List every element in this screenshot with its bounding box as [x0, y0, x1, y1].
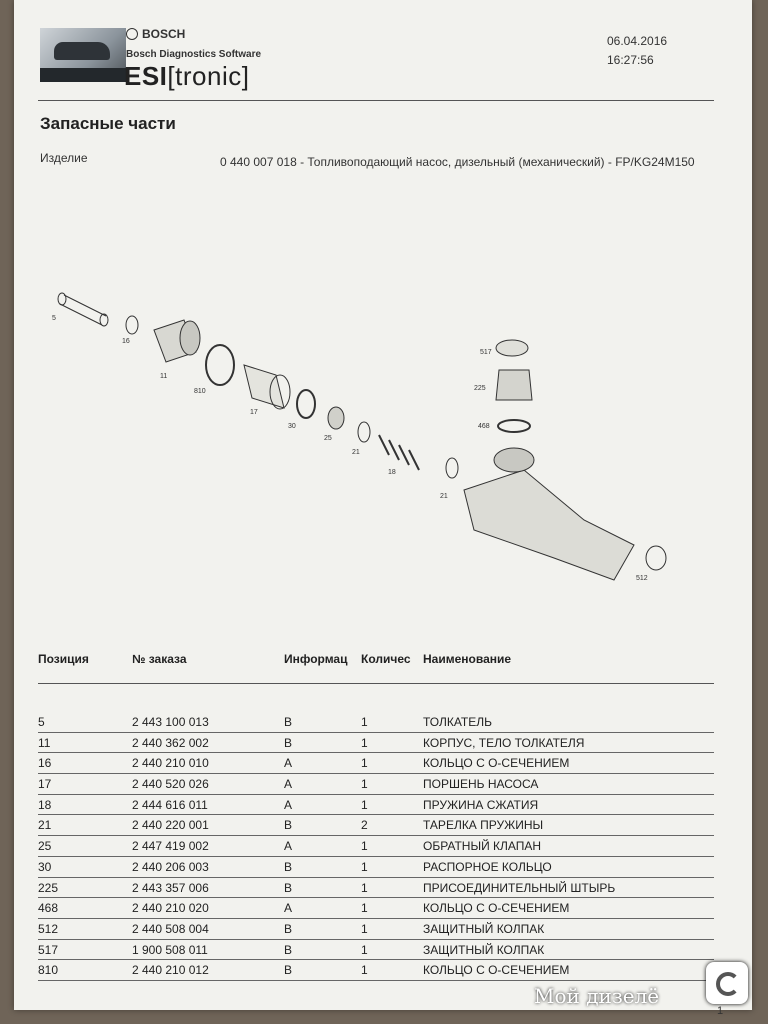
- cell-order: 2 440 220 001: [132, 818, 209, 833]
- cell-qty: 1: [361, 859, 368, 874]
- cell-qty: 1: [361, 880, 368, 895]
- cell-order: 2 447 419 002: [132, 839, 209, 854]
- cell-info: A: [284, 901, 293, 916]
- part-21-shape: [358, 422, 370, 442]
- cell-order: 2 443 357 006: [132, 880, 209, 895]
- page-title: Запасные части: [40, 114, 176, 133]
- part-5-end2: [100, 314, 108, 326]
- label-225: 225: [474, 385, 486, 392]
- label-5: 5: [52, 315, 56, 322]
- cell-position: 18: [38, 797, 52, 812]
- col-qty: Количес: [361, 652, 411, 666]
- label-17: 17: [250, 409, 258, 416]
- cell-name: КОЛЬЦО С О-СЕЧЕНИЕМ: [423, 963, 570, 978]
- cell-order: 2 444 616 011: [132, 797, 208, 812]
- part-810-shape: [206, 345, 234, 385]
- table-row: [38, 857, 714, 878]
- table-row: [38, 836, 714, 857]
- col-order: № заказа: [132, 652, 187, 666]
- cell-order: 2 440 210 012: [132, 963, 209, 978]
- cell-position: 16: [38, 756, 52, 771]
- cell-info: B: [284, 880, 293, 895]
- cell-order: 2 440 508 004: [132, 921, 209, 936]
- table-row: [38, 878, 714, 899]
- cell-position: 17: [38, 777, 52, 792]
- print-date: 06.04.2016: [607, 34, 668, 48]
- cell-position: 517: [38, 942, 59, 957]
- cell-name: ТАРЕЛКА ПРУЖИНЫ: [423, 818, 544, 833]
- cell-order: 2 440 520 026: [132, 777, 209, 792]
- cell-info: B: [284, 963, 293, 978]
- cell-info: A: [284, 756, 293, 771]
- cell-name: ПРУЖИНА СЖАТИЯ: [423, 797, 539, 812]
- cell-name: РАСПОРНОЕ КОЛЬЦО: [423, 859, 552, 874]
- table-row: [38, 940, 714, 961]
- cell-info: B: [284, 859, 293, 874]
- cell-qty: 1: [361, 735, 368, 750]
- product-label: Изделие: [40, 151, 88, 165]
- exploded-parts-drawing: [44, 280, 694, 600]
- part-17-shape: [244, 365, 284, 408]
- table-row: [38, 919, 714, 940]
- cell-position: 11: [38, 735, 51, 750]
- cell-name: КОЛЬЦО С О-СЕЧЕНИЕМ: [423, 756, 570, 771]
- brand-row: [126, 27, 185, 41]
- product-logo-rest: [tronic]: [167, 61, 250, 91]
- label-468: 468: [478, 423, 490, 430]
- cell-name: ТОЛКАТЕЛЬ: [423, 715, 493, 729]
- cell-order: 2 440 362 002: [132, 735, 209, 750]
- cell-position: 30: [38, 859, 52, 874]
- header-photo: [40, 28, 126, 82]
- part-512-shape: [646, 546, 666, 570]
- header-divider: [38, 100, 714, 101]
- cell-order: 2 440 210 010: [132, 756, 209, 771]
- parts-table: [38, 712, 714, 981]
- table-row: [38, 960, 714, 981]
- watermark-text: Мой дизелё: [534, 984, 660, 1008]
- cell-info: B: [284, 735, 293, 750]
- cell-order: 2 440 210 020: [132, 901, 209, 916]
- table-row: [38, 733, 714, 754]
- cell-info: A: [284, 777, 293, 792]
- part-5-shape: [60, 295, 106, 325]
- table-header-divider: [38, 683, 714, 684]
- col-info: Информац: [284, 652, 348, 666]
- cell-info: B: [284, 921, 293, 936]
- cell-order: 1 900 508 011: [132, 942, 208, 957]
- bosch-logo-icon: [126, 28, 138, 40]
- label-21: 21: [352, 449, 360, 456]
- cell-position: 468: [38, 901, 59, 916]
- product-logo: [124, 61, 249, 92]
- cell-qty: 1: [361, 756, 368, 771]
- table-row: [38, 898, 714, 919]
- car-shape: [54, 42, 110, 60]
- cell-order: 2 440 206 003: [132, 859, 209, 874]
- cell-position: 810: [38, 963, 59, 978]
- part-25-shape: [328, 407, 344, 429]
- cell-info: A: [284, 797, 293, 812]
- table-row: [38, 753, 714, 774]
- cell-name: ЗАЩИТНЫЙ КОЛПАК: [423, 921, 545, 936]
- label-16: 16: [122, 338, 130, 345]
- cell-name: КОЛЬЦО С О-СЕЧЕНИЕМ: [423, 901, 570, 916]
- product-value: 0 440 007 018 - Топливоподающий насос, дизельный (механический) - FP/KG24M150: [220, 155, 695, 169]
- cell-qty: 1: [361, 963, 368, 978]
- brand-name: BOSCH: [142, 27, 186, 41]
- cell-position: 5: [38, 715, 45, 729]
- label-21b: 21: [440, 493, 448, 500]
- cell-qty: 1: [361, 715, 368, 729]
- cell-position: 225: [38, 880, 59, 895]
- part-16-shape: [126, 316, 138, 334]
- table-row: [38, 815, 714, 836]
- table-row: [38, 712, 714, 733]
- print-time: 16:27:56: [607, 53, 654, 67]
- label-18: 18: [388, 469, 396, 476]
- product-logo-bold: ESI: [124, 61, 168, 91]
- page-number: 1: [717, 1005, 724, 1017]
- cell-qty: 1: [361, 797, 368, 812]
- table-row: [38, 774, 714, 795]
- cell-info: B: [284, 715, 293, 729]
- software-name: Bosch Diagnostics Software: [126, 49, 262, 60]
- document-page: [14, 0, 752, 1017]
- col-name: Наименование: [423, 652, 512, 666]
- cell-qty: 2: [361, 818, 368, 833]
- label-810: 810: [194, 388, 206, 395]
- label-11: 11: [160, 373, 168, 380]
- cell-name: ЗАЩИТНЫЙ КОЛПАК: [423, 942, 545, 957]
- cell-info: B: [284, 942, 293, 957]
- part-225-shape: [496, 370, 532, 400]
- table-row: [38, 795, 714, 816]
- cell-order: 2 443 100 013: [132, 715, 209, 729]
- cell-name: ОБРАТНЫЙ КЛАПАН: [423, 839, 542, 854]
- part-11-face: [180, 321, 200, 355]
- cell-qty: 1: [361, 777, 368, 792]
- part-5-end: [58, 293, 66, 305]
- label-512: 512: [636, 575, 648, 582]
- cell-info: B: [284, 818, 293, 833]
- part-30-shape: [297, 390, 315, 418]
- cell-qty: 1: [361, 839, 368, 854]
- cell-name: КОРПУС, ТЕЛО ТОЛКАТЕЛЯ: [423, 735, 585, 750]
- watermark-logo-icon: [706, 962, 748, 1004]
- cell-info: A: [284, 839, 293, 854]
- cell-position: 25: [38, 839, 52, 854]
- label-25: 25: [324, 435, 332, 442]
- cell-position: 21: [38, 818, 52, 833]
- label-517: 517: [480, 349, 492, 356]
- cell-qty: 1: [361, 921, 368, 936]
- cell-qty: 1: [361, 942, 368, 957]
- label-30: 30: [288, 423, 296, 430]
- cell-name: ПОРШЕНЬ НАСОСА: [423, 777, 539, 792]
- part-468-shape: [498, 420, 530, 432]
- part-21b-shape: [446, 458, 458, 478]
- part-517-shape: [496, 340, 528, 356]
- pump-body-shape: [464, 470, 634, 580]
- pump-inlet: [494, 448, 534, 472]
- part-18-shape: [379, 435, 419, 470]
- cell-qty: 1: [361, 901, 368, 916]
- cell-position: 512: [38, 921, 59, 936]
- col-position: Позиция: [38, 652, 89, 666]
- photo-strip: [40, 68, 126, 82]
- cell-name: ПРИСОЕДИНИТЕЛЬНЫЙ ШТЫРЬ: [423, 880, 616, 895]
